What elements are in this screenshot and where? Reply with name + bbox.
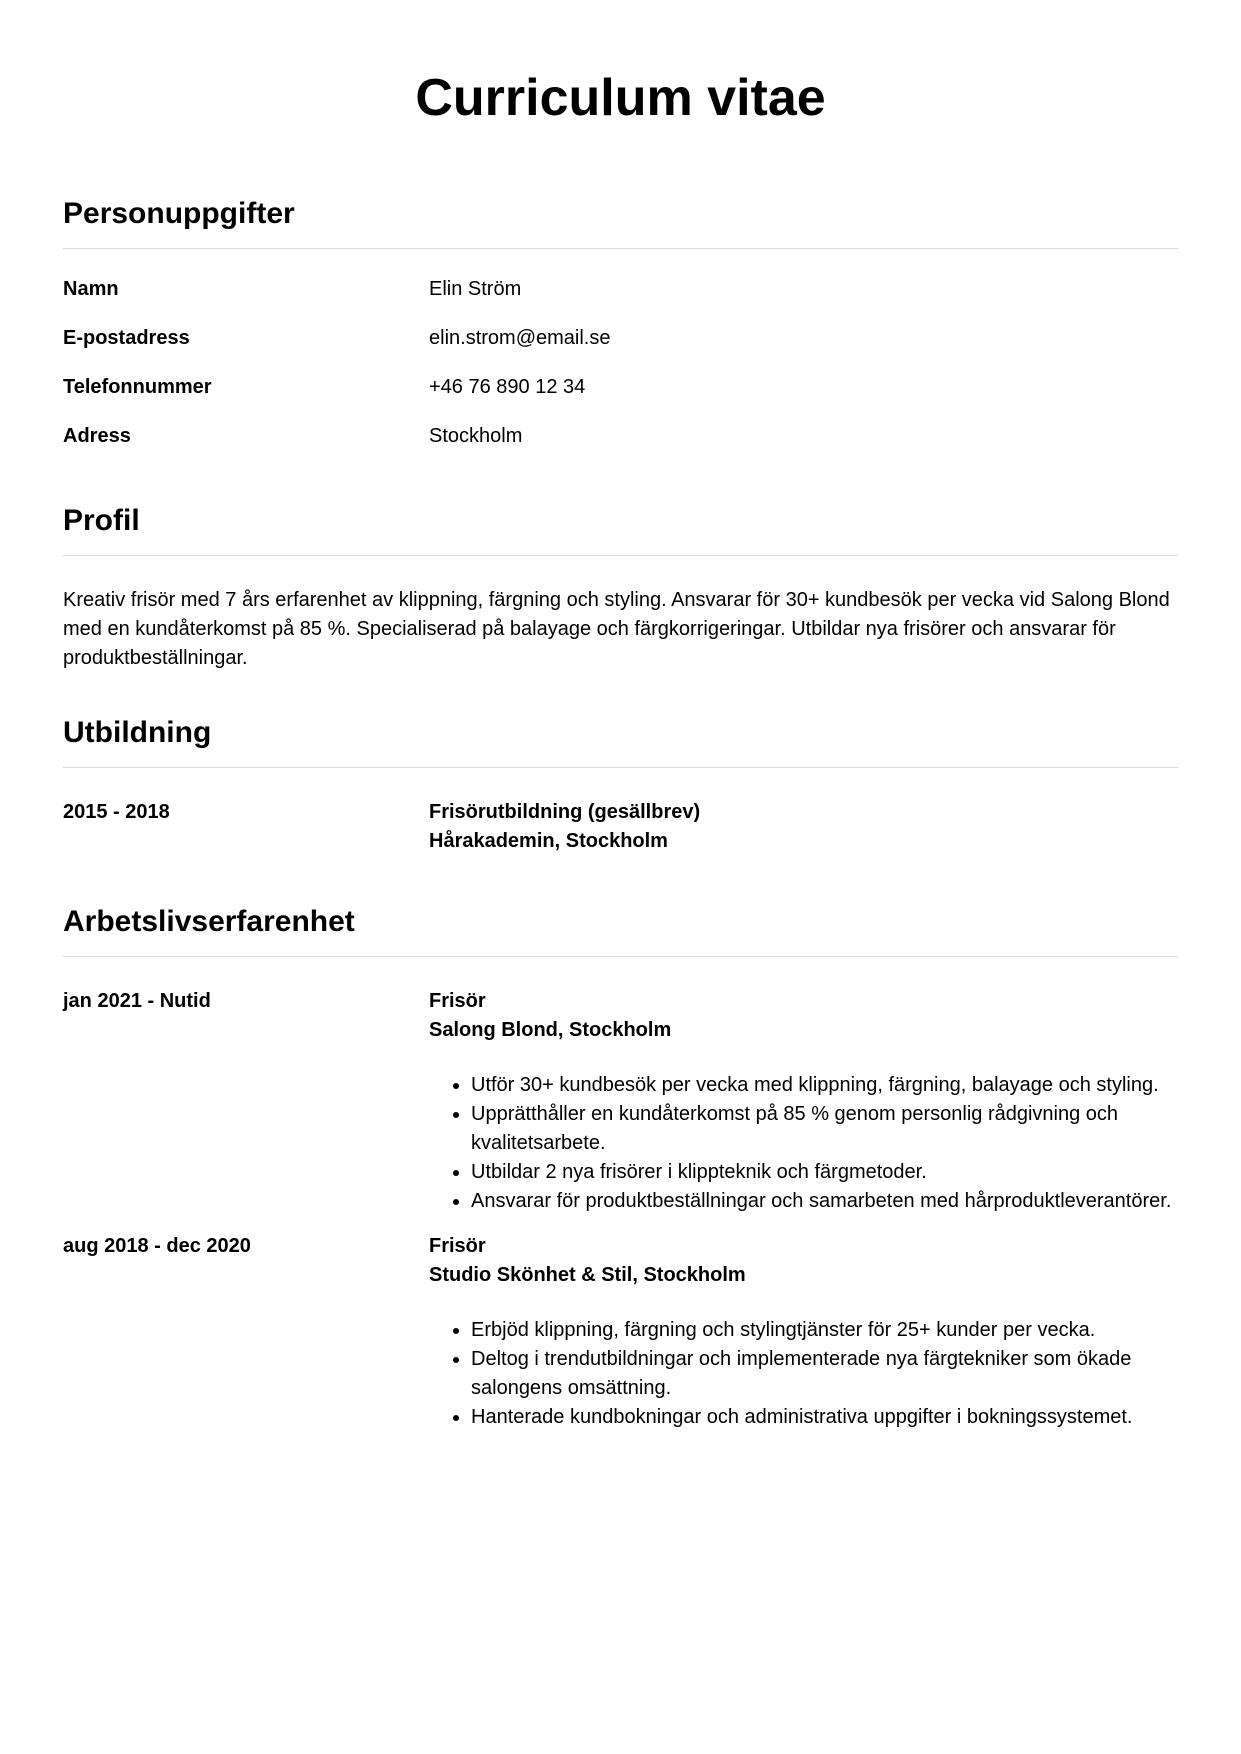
- experience-details: [429, 1232, 1178, 1432]
- section-heading-education: Utbildning: [63, 713, 1178, 768]
- experience-employer: Salong Blond, Stockholm: [429, 1019, 672, 1041]
- education-item: [63, 798, 1178, 856]
- personal-row-name: [63, 275, 1178, 304]
- experience-bullet: • Upprätthåller en kundåterkomst på 85 % genom personlig rådgivning och kvalitetsarbete.: [471, 1100, 1178, 1158]
- personal-value: Stockholm: [429, 425, 523, 447]
- section-personal: [63, 194, 1178, 451]
- experience-bullet: • Hanterade kundbokningar och administrativa uppgifter i bokningssystemet.: [471, 1403, 1178, 1432]
- personal-row-address: [63, 422, 1178, 451]
- personal-label: Namn: [63, 278, 119, 300]
- education-details: [429, 798, 1178, 856]
- experience-period: jan 2021 - Nutid: [63, 990, 211, 1012]
- experience-bullet: • Utför 30+ kundbesök per vecka med klippning, färgning, balayage och styling.: [471, 1071, 1178, 1100]
- section-education: [63, 713, 1178, 856]
- personal-row-phone: [63, 373, 1178, 402]
- experience-details: [429, 987, 1178, 1216]
- document-title: Curriculum vitae: [415, 69, 826, 127]
- experience-bullet: • Deltog i trendutbildningar och implementerade nya färgtekniker som ökade salongens omsättning.: [471, 1345, 1178, 1403]
- experience-title: Frisör: [429, 990, 486, 1012]
- section-heading-profile: Profil: [63, 501, 1178, 556]
- experience-bullet: • Erbjöd klippning, färgning och stylingtjänster för 25+ kunder per vecka.: [471, 1316, 1178, 1345]
- personal-label: E-postadress: [63, 327, 190, 349]
- profile-text: Kreativ frisör med 7 års erfarenhet av klippning, färgning och styling. Ansvarar för 30+ kundbesök per vecka vid Salong Blond med en kundåterkomst på 85 %. Specialiserad på balayage och färgkorrigeringar. Utbildar nya frisörer och ansvarar för produktbeställningar.: [63, 589, 1170, 669]
- personal-value: elin.strom@email.se: [429, 327, 611, 349]
- education-place: Hårakademin, Stockholm: [429, 830, 668, 852]
- experience-title: Frisör: [429, 1235, 486, 1257]
- section-profile: [63, 501, 1178, 673]
- experience-bullet: • Utbildar 2 nya frisörer i klippteknik och färgmetoder.: [471, 1158, 1178, 1187]
- personal-value: +46 76 890 12 34: [429, 376, 586, 398]
- personal-row-email: [63, 324, 1178, 353]
- education-title: Frisörutbildning (gesällbrev): [429, 801, 701, 823]
- education-period: 2015 - 2018: [63, 801, 170, 823]
- experience-bullet: • Ansvarar för produktbeställningar och samarbeten med hårproduktleverantörer.: [471, 1187, 1178, 1216]
- personal-value: Elin Ström: [429, 278, 522, 300]
- personal-label: Telefonnummer: [63, 376, 212, 398]
- experience-employer: Studio Skönhet & Stil, Stockholm: [429, 1264, 746, 1286]
- personal-details: [63, 275, 1178, 451]
- section-heading-personal: Personuppgifter: [63, 194, 1178, 249]
- experience-bullet-list: [429, 1316, 1178, 1432]
- experience-period: aug 2018 - dec 2020: [63, 1235, 251, 1257]
- section-experience: [63, 902, 1178, 1432]
- experience-item: [63, 1232, 1178, 1432]
- experience-item: [63, 987, 1178, 1216]
- experience-bullet-list: [429, 1071, 1178, 1216]
- personal-label: Adress: [63, 425, 131, 447]
- section-heading-experience: Arbetslivserfarenhet: [63, 902, 1178, 957]
